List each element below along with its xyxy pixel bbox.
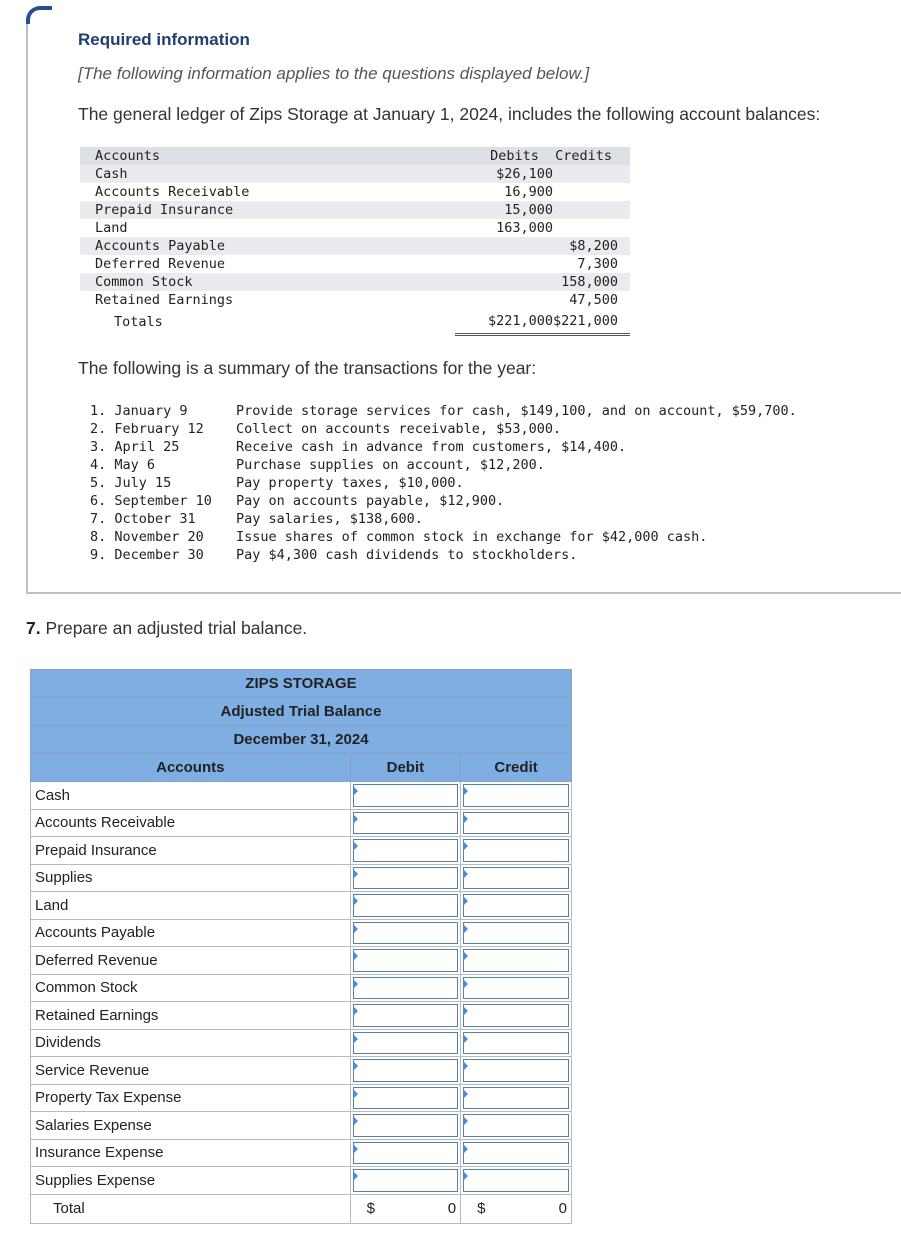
- atb-debit-input[interactable]: [353, 1032, 459, 1055]
- atb-total-credit: 0: [558, 1199, 567, 1217]
- atb-debit-input[interactable]: [353, 867, 459, 890]
- atb-account-label: Salaries Expense: [31, 1112, 351, 1140]
- atb-cell-credit: [461, 1112, 572, 1140]
- ledger-debit: [455, 291, 553, 309]
- atb-debit-input[interactable]: [353, 1004, 459, 1027]
- ledger-row: [80, 291, 630, 309]
- atb-cell-debit: [350, 974, 461, 1002]
- ledger-account: Prepaid Insurance: [80, 201, 455, 219]
- transaction-description: Collect on accounts receivable, $53,000.: [236, 421, 562, 437]
- ledger-header-accounts: Accounts: [80, 147, 455, 165]
- atb-cell-credit: [461, 1029, 572, 1057]
- transaction-date: 8. November 20: [90, 529, 204, 545]
- atb-credit-input[interactable]: [463, 867, 569, 890]
- ledger-credit: [553, 219, 630, 237]
- atb-credit-input[interactable]: [463, 922, 569, 945]
- panel-corner-accent: [26, 6, 52, 24]
- atb-account-label: Property Tax Expense: [31, 1084, 351, 1112]
- atb-credit-input[interactable]: [463, 1114, 569, 1137]
- transaction-date: 5. July 15: [90, 475, 172, 491]
- transactions-list: [90, 402, 797, 564]
- summary-intro: The following is a summary of the transactions for the year:: [78, 358, 537, 378]
- ledger-credit: [553, 201, 630, 219]
- transaction-date: 9. December 30: [90, 547, 204, 563]
- atb-debit-input[interactable]: [353, 1114, 459, 1137]
- ledger-debit: 15,000: [455, 201, 553, 219]
- question-number: 7.: [26, 618, 41, 638]
- atb-cell-credit: [461, 1084, 572, 1112]
- atb-row: [31, 1002, 572, 1030]
- ledger-row: [80, 165, 630, 183]
- ledger-debit: [455, 273, 553, 291]
- atb-cell-debit: [350, 1112, 461, 1140]
- ledger-credit: [553, 183, 630, 201]
- atb-credit-input[interactable]: [463, 839, 569, 862]
- transaction-description: Pay salaries, $138,600.: [236, 511, 423, 527]
- ledger-totals-credit: $221,000: [553, 309, 630, 335]
- atb-debit-input[interactable]: [353, 949, 459, 972]
- ledger-header-credits: Credits: [553, 147, 630, 165]
- atb-credit-input[interactable]: [463, 1004, 569, 1027]
- atb-cell-debit: [350, 919, 461, 947]
- transaction-date: 4. May 6: [90, 457, 156, 473]
- atb-cell-debit: [350, 1002, 461, 1030]
- ledger-account: Common Stock: [80, 273, 455, 291]
- transaction-description: Pay property taxes, $10,000.: [236, 475, 464, 491]
- atb-credit-input[interactable]: [463, 784, 569, 807]
- atb-cell-debit: [350, 1084, 461, 1112]
- atb-credit-input[interactable]: [463, 1032, 569, 1055]
- ledger-row: [80, 273, 630, 291]
- atb-total-debit-currency: $: [366, 1199, 375, 1217]
- atb-col-debit: Debit: [350, 754, 461, 782]
- atb-credit-input[interactable]: [463, 812, 569, 835]
- ledger-row: [80, 255, 630, 273]
- atb-col-credit: Credit: [461, 754, 572, 782]
- ledger-debit: $26,100: [455, 165, 553, 183]
- atb-credit-input[interactable]: [463, 1059, 569, 1082]
- atb-cell-credit: [461, 782, 572, 810]
- atb-row: [31, 1084, 572, 1112]
- atb-row: [31, 947, 572, 975]
- atb-company: ZIPS STORAGE: [31, 670, 572, 698]
- atb-account-label: Common Stock: [31, 974, 351, 1002]
- atb-total-row: [31, 1194, 572, 1223]
- atb-account-label: Service Revenue: [31, 1057, 351, 1085]
- atb-debit-input[interactable]: [353, 1142, 459, 1165]
- adjusted-trial-balance: [30, 669, 572, 1224]
- atb-cell-credit: [461, 947, 572, 975]
- transaction-item: [90, 420, 797, 438]
- atb-account-label: Land: [31, 892, 351, 920]
- atb-debit-input[interactable]: [353, 922, 459, 945]
- atb-total-debit: 0: [447, 1199, 457, 1217]
- atb-title: Adjusted Trial Balance: [31, 698, 572, 726]
- atb-debit-input[interactable]: [353, 1169, 459, 1192]
- ledger-debit: 16,900: [504, 184, 553, 200]
- ledger-row: [80, 201, 630, 219]
- atb-account-label: Accounts Receivable: [31, 809, 351, 837]
- atb-account-label: Supplies Expense: [31, 1167, 351, 1195]
- ledger-credit: [553, 165, 630, 183]
- ledger-credit: $8,200: [553, 237, 630, 255]
- atb-credit-input[interactable]: [463, 977, 569, 1000]
- ledger-totals-label: Totals: [114, 313, 163, 330]
- atb-row: [31, 782, 572, 810]
- atb-cell-credit: [461, 864, 572, 892]
- atb-cell-debit: [350, 1057, 461, 1085]
- atb-credit-input[interactable]: [463, 894, 569, 917]
- ledger-credit: 158,000: [553, 273, 630, 291]
- atb-row: [31, 974, 572, 1002]
- atb-cell-credit: [461, 892, 572, 920]
- question-text: Prepare an adjusted trial balance.: [40, 618, 308, 638]
- transaction-description: Purchase supplies on account, $12,200.: [236, 457, 545, 473]
- transaction-date: 7. October 31: [90, 511, 196, 527]
- transaction-description: Issue shares of common stock in exchange for $42,000 cash.: [236, 529, 708, 545]
- atb-account-label: Cash: [31, 782, 351, 810]
- atb-col-accounts: Accounts: [31, 754, 351, 782]
- atb-date: December 31, 2024: [31, 726, 572, 754]
- atb-total-credit-currency: $: [477, 1199, 486, 1217]
- atb-cell-debit: [350, 947, 461, 975]
- atb-debit-input[interactable]: [353, 1087, 459, 1110]
- ledger-row: [80, 219, 630, 237]
- atb-row: [31, 1112, 572, 1140]
- atb-total-debit-cell: [350, 1194, 461, 1223]
- ledger-totals-row: [80, 309, 630, 335]
- atb-row: [31, 809, 572, 837]
- atb-account-label: Retained Earnings: [31, 1002, 351, 1030]
- atb-row: [31, 919, 572, 947]
- atb-cell-credit: [461, 837, 572, 865]
- atb-row: [31, 1139, 572, 1167]
- ledger-credit: 7,300: [577, 256, 618, 272]
- atb-account-label: Supplies: [31, 864, 351, 892]
- transaction-date: 3. April 25: [90, 439, 180, 455]
- atb-cell-credit: [461, 919, 572, 947]
- atb-cell-debit: [350, 1139, 461, 1167]
- atb-debit-input[interactable]: [353, 839, 459, 862]
- transaction-date: 1. January 9: [90, 403, 188, 419]
- ledger-account: Accounts Receivable: [95, 184, 250, 200]
- ledger-account: Retained Earnings: [95, 292, 234, 308]
- atb-debit-input[interactable]: [353, 1059, 459, 1082]
- transaction-item: [90, 438, 797, 456]
- transaction-item: [90, 456, 797, 474]
- ledger-account: Cash: [80, 165, 455, 183]
- transaction-date: 6. September 10: [90, 493, 212, 509]
- atb-debit-input[interactable]: [353, 784, 459, 807]
- atb-row: [31, 864, 572, 892]
- atb-row: [31, 1029, 572, 1057]
- atb-debit-input[interactable]: [353, 812, 459, 835]
- atb-cell-credit: [461, 1139, 572, 1167]
- atb-cell-credit: [461, 1002, 572, 1030]
- ledger-intro: The general ledger of Zips Storage at January 1, 2024, includes the following account balances:: [78, 104, 821, 124]
- atb-debit-input[interactable]: [353, 894, 459, 917]
- atb-row: [31, 1167, 572, 1195]
- atb-account-label: Accounts Payable: [31, 919, 351, 947]
- transaction-item: [90, 528, 797, 546]
- atb-cell-debit: [350, 809, 461, 837]
- atb-account-label: Dividends: [31, 1029, 351, 1057]
- atb-cell-credit: [461, 809, 572, 837]
- atb-total-label: Total: [31, 1194, 351, 1223]
- atb-cell-debit: [350, 837, 461, 865]
- atb-account-label: Insurance Expense: [31, 1139, 351, 1167]
- atb-cell-debit: [350, 892, 461, 920]
- atb-cell-debit: [350, 1167, 461, 1195]
- transaction-item: [90, 492, 797, 510]
- ledger-account: Land: [95, 220, 128, 236]
- atb-account-label: Prepaid Insurance: [31, 837, 351, 865]
- ledger-row: [80, 237, 630, 255]
- atb-debit-input[interactable]: [353, 977, 459, 1000]
- ledger-header-debits: Debits: [455, 147, 553, 165]
- transaction-description: Provide storage services for cash, $149,100, and on account, $59,700.: [236, 403, 797, 419]
- atb-cell-debit: [350, 1029, 461, 1057]
- ledger-credit: 47,500: [569, 292, 618, 308]
- question-prompt: [26, 618, 307, 639]
- transaction-date: 2. February 12: [90, 421, 204, 437]
- transaction-item: [90, 510, 797, 528]
- transaction-item: [90, 474, 797, 492]
- transaction-description: Pay $4,300 cash dividends to stockholders.: [236, 547, 578, 563]
- atb-account-label: Deferred Revenue: [31, 947, 351, 975]
- atb-row: [31, 892, 572, 920]
- required-info-title: Required information: [78, 30, 250, 49]
- atb-cell-debit: [350, 782, 461, 810]
- transaction-description: Pay on accounts payable, $12,900.: [236, 493, 505, 509]
- atb-credit-input[interactable]: [463, 1169, 569, 1192]
- atb-credit-input[interactable]: [463, 1142, 569, 1165]
- ledger-debit: 163,000: [496, 220, 553, 236]
- ledger-account: Accounts Payable: [80, 237, 455, 255]
- ledger-row: [80, 183, 630, 201]
- ledger-table: [80, 147, 630, 336]
- atb-row: [31, 1057, 572, 1085]
- ledger-debit: [455, 255, 553, 273]
- ledger-debit: [455, 237, 553, 255]
- atb-cell-credit: [461, 1057, 572, 1085]
- ledger-account: Deferred Revenue: [95, 256, 226, 272]
- atb-cell-credit: [461, 974, 572, 1002]
- transaction-item: [90, 546, 797, 564]
- atb-row: [31, 837, 572, 865]
- atb-cell-debit: [350, 864, 461, 892]
- applies-note: [The following information applies to the questions displayed below.]: [78, 64, 590, 83]
- transaction-description: Receive cash in advance from customers, $14,400.: [236, 439, 627, 455]
- atb-total-credit-cell: [461, 1194, 572, 1223]
- ledger-header-row: [80, 147, 630, 165]
- atb-cell-credit: [461, 1167, 572, 1195]
- atb-credit-input[interactable]: [463, 1087, 569, 1110]
- ledger-totals-debit: $221,000: [455, 309, 553, 335]
- atb-credit-input[interactable]: [463, 949, 569, 972]
- transaction-item: [90, 402, 797, 420]
